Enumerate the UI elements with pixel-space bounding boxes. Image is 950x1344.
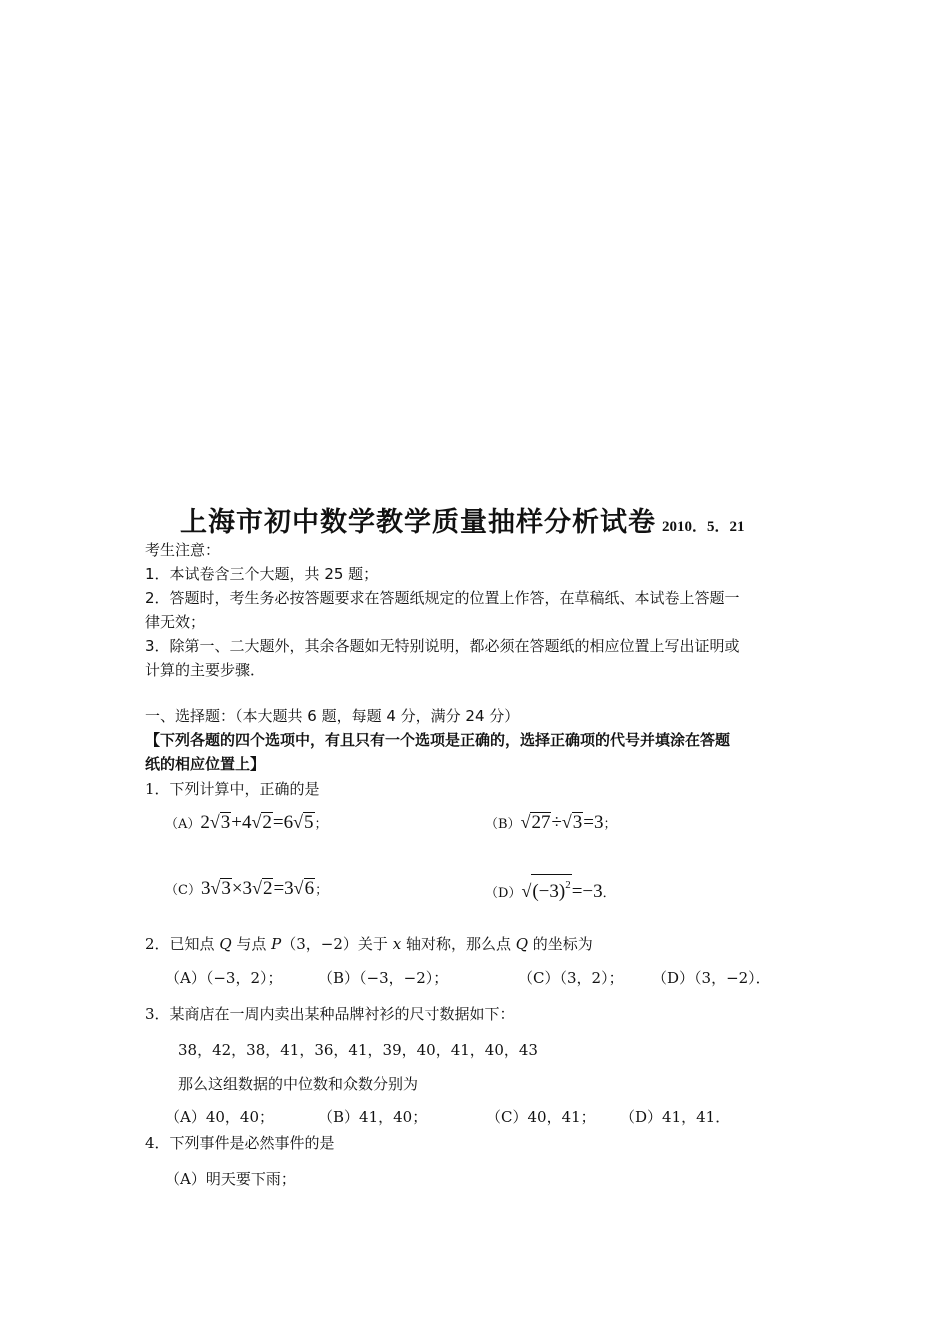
section-heading: 一、选择题：（本大题共 6 题，每题 4 分，满分 24 分） (145, 707, 520, 725)
notice-item: 律无效； (145, 613, 206, 631)
sqrt-symbol: √3 (210, 878, 231, 899)
q2-option-a: （A）（−3，2）； (165, 969, 283, 987)
page-title (180, 500, 745, 539)
question-3-stem: 3．某商店在一周内卖出某种品牌衬衫的尺寸数据如下： (145, 1005, 515, 1023)
q1-option-c: （C）3√3×3√2=3√6； (165, 878, 329, 899)
sqrt-symbol: √27 (520, 812, 551, 833)
sqrt-symbol: √3 (561, 812, 583, 833)
title-text: 上海市初中数学教学质量抽样分析试卷 (180, 507, 656, 538)
sqrt-symbol: √3 (209, 812, 231, 833)
q3-option-a: （A）40，40； (165, 1108, 275, 1126)
q1-option-b: （B）√27÷√3=3； (485, 812, 617, 833)
q1-option-d: $(D)√(-3)^2=-3$． (485, 874, 616, 903)
q3-data: 38，42，38，41，36，41，39，40，41，40，43 (178, 1041, 538, 1059)
q3-option-b: （B）41，40； (318, 1108, 428, 1126)
q2-option-b: （B）（−3，−2）； (318, 969, 449, 987)
q4-option-a: （A）明天要下雨； (165, 1170, 296, 1188)
q3-option-d: （D）41，41． (620, 1108, 731, 1126)
notice-item: 3．除第一、二大题外，其余各题如无特别说明，都必须在答题纸的相应位置上写出证明或 (145, 637, 740, 655)
sqrt-symbol: √2 (252, 878, 273, 899)
question-2-stem: 2．已知点 Q 与点 P（3，−2）关于 x 轴对称，那么点 Q 的坐标为 (145, 935, 593, 953)
sqrt-symbol: √5 (293, 812, 314, 833)
notice-item: 2．答题时，考生务必按答题要求在答题纸规定的位置上作答，在草稿纸、本试卷上答题一 (145, 589, 740, 607)
question-4-stem: 4．下列事件是必然事件的是 (145, 1134, 335, 1152)
section-instruction: 【下列各题的四个选项中，有且只有一个选项是正确的，选择正确项的代号并填涂在答题 (145, 731, 731, 749)
q3-option-c: （C）40，41； (486, 1108, 596, 1126)
q1-option-a: （A）2√3+4√2=6√5； (165, 812, 328, 833)
q2-option-c: （C）（3，2）； (518, 969, 624, 987)
section-instruction: 纸的相应位置上】 (145, 755, 266, 773)
exam-date: 2010．5．21 (662, 519, 745, 535)
notice-item: 1．本试卷含三个大题，共 25 题； (145, 565, 379, 583)
notice-item: 计算的主要步骤． (145, 661, 266, 679)
q2-option-d: （D）（3，−2）． (652, 969, 771, 987)
q3-ask: 那么这组数据的中位数和众数分别为 (178, 1075, 419, 1093)
sqrt-symbol: $√(-3)^2$ (521, 874, 571, 903)
question-1-stem: 1．下列计算中，正确的是 (145, 780, 320, 798)
notice-heading: 考生注意： (145, 541, 221, 559)
sqrt-symbol: √6 (293, 878, 315, 899)
sqrt-symbol: √2 (251, 812, 272, 833)
